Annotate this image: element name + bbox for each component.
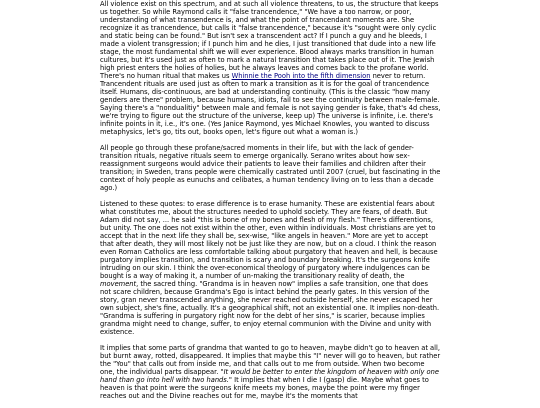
- article-body: [100, 0, 441, 408]
- paragraph-3-emphasis: movement: [100, 280, 137, 288]
- paragraph-3-text-a: Listened to these quotes: to erase difference is to erase humanity. These are existential fears about what constitutes me, about the structures needed to uphold society. They are fears, of death. But Adam did not say, ... he said "this is bone of my bones and flesh of my flesh." There's differentions, but unity. The one does not exist within the other, even within individuals. Most christians are yet to accept that in the next life they shall be, sex-wise, "like angels in heaven." More are yet to accept that after death, they will most likely not be just like they are now, but on a cloud. I think the reason even Roman Catholics are less comfortable talking about purgatory that heaven and hell, is because purgatory implies transition, and transition is scary and boundary breaking. It's the surgeons knife intruding on our skin. I think the over-economical theology of purgatory where indulgences can be bought is a way of making it, a number of un-making the transitionary reality of death, the: [100, 200, 438, 280]
- paragraph-4-quote: It would be better to enter the kingdom of heaven with only one hand than go into hell with two hands.: [100, 368, 439, 384]
- paragraph-4-text-b: " It implies that when I die I (gasp) die. Maybe what goes to heaven is that point were the surgeons knife meets my bones, maybe the point were my finger reaches out and the Divine reaches out for me, maybe it's the moments that: [100, 376, 429, 400]
- paragraph-4: [100, 344, 441, 400]
- paragraph-3: [100, 200, 441, 336]
- paragraph-4-text-a: It implies that some parts of grandma that wanted to go to heaven, maybe didn't go to heaven at all, but burnt away, rotted, disappeared. It implies that maybe this "I" never will go to heaven, but rather the "You" that calls out from inside me, and that calls out to me from outside. When two become one, the individual parts disappear. ": [100, 344, 441, 376]
- paragraph-2: All people go through these profane/sacred moments in their life, but with the lack of gender-transition rituals, negative rituals seem to emerge organically. Serano writes about how sex-reassignment surgeons would advice their patients to leave their families and children after their transition; in Sweden, trans people were chemically castrated until 2007 (cruel, but fascinating in the context of holy people as eunuchs and celibates, a human tendency living on to less than a decade ago.): [100, 144, 441, 192]
- paragraph-1-text-b: never to return. Trancendent rituals are used just as often to mark a transition as it is for the goal of trancendence itself. Humans, dis-continuous, are bad at understanding continuity. (This is the classic "how many genders are there" problem, because humans, idiots, fail to see the continuity between male-female. Saying there's a "nondualitiy" between male and female is not saying gender is fake, that's 4d chess, we're trying to figure out the structure of the universe, keep up) The universe is infinite, i.e. there's infinite points in it, i.e., it's one. (Yes Janice Raymond, yes Michael Knowles, you wanted to discuss metaphysics, let's go, tits out, books open, let's figure out what a woman is.): [100, 72, 441, 136]
- pooh-link[interactable]: Whinnie the Pooh into the fifth dimension: [231, 72, 371, 80]
- paragraph-1: [100, 0, 441, 136]
- paragraph-3-text-b: , the sacred thing. "Grandma is in heaven now" implies a safe transition, one that does not scare children, because Grandma's Ego is intact behind the pearly gates. In this version of the story, gran never transcended anything, she never reached outside herself, she never escaped her own subject, she's fine, actually. It's a geographical shift, not an existential one. It implies non-death. "Grandma is suffering in purgatory right now for the debt of her sins," is scarier, because implies grandma might need to change, suffer, to enjoy eternal communion with the Divine and unity with existence.: [100, 280, 440, 336]
- paragraph-1-text-a: All violence exist on this spectrum, and at such all violence threatens, to us, the structure that keeps us together. So while Raymond calls it "false trancendence," "We have a too narrow, or poor, understanding of what transendence is, and what the point of trancendant moments are. She recognize it as trancendence, but calls it "false trancendence," because it's "sought were only cyclic and static being can be found." But isn't sex a transcendent act? If I punch a guy and he bleeds, I made a violent transgression; if I punch him and he dies, I just transitioned that dude into a new life stage, the most fundamental shift we will ever experience. Blood always marks transition in human cultures, but it's used just as often to mark a natural transition that takes place out of it. The Jewish high priest enters the holies of holies, but he always leaves and comes back to the profane world. There's no human ritual that makes us: [100, 0, 439, 80]
